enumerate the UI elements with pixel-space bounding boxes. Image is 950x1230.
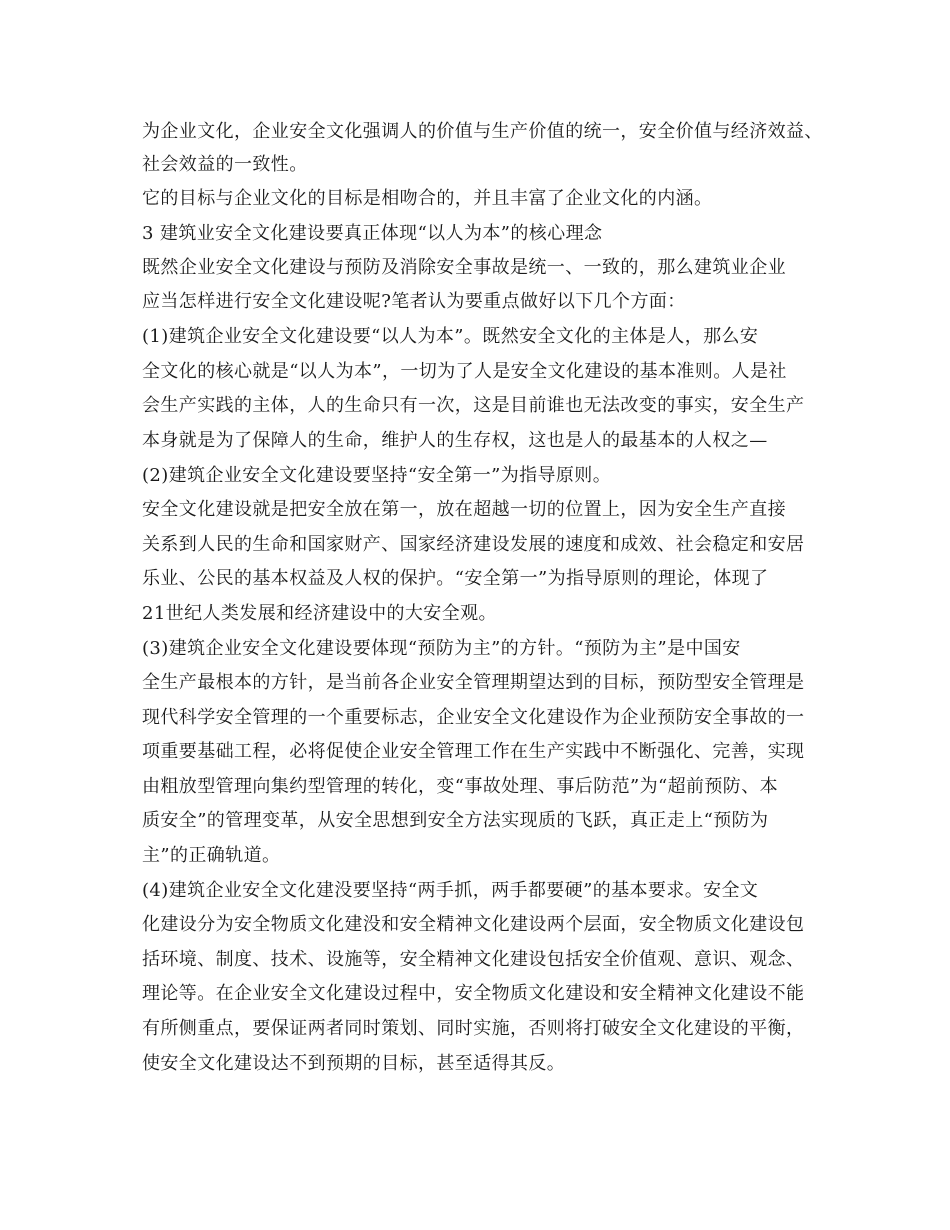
text-line: 全生产最根本的方针，是当前各企业安全管理期望达到的目标，预防型安全管理是 bbox=[142, 672, 805, 693]
text-line: 关系到人民的生命和国家财产、国家经济建设发展的速度和成效、社会稳定和安居 bbox=[142, 534, 805, 555]
text-line: (2)建筑企业安全文化建设要坚持“安全第一”为指导原则。 bbox=[142, 465, 612, 486]
text-line: 21世纪人类发展和经济建设中的大安全观。 bbox=[142, 603, 497, 624]
text-line: 为企业文化，企业安全文化强调人的价值与生产价值的统一，安全价值与经济效益、 bbox=[142, 121, 823, 142]
text-line: 社会效益的一致性。 bbox=[142, 154, 308, 175]
text-line: 质安全”的管理变革，从安全思想到安全方法实现质的飞跃，真正走上“预防为 bbox=[142, 810, 769, 831]
text-line: 由粗放型管理向集约型管理的转化，变“事故处理、事后防范”为“超前预防、本 bbox=[142, 776, 779, 797]
text-line: 它的目标与企业文化的目标是相吻合的，并且丰富了企业文化的内涵。 bbox=[142, 188, 713, 209]
text-line: 有所侧重点，要保证两者同时策划、同时实施，否则将打破安全文化建设的平衡， bbox=[142, 1018, 805, 1039]
text-line: 既然企业安全文化建设与预防及消除安全事故是统一、一致的，那么建筑业企业 bbox=[142, 257, 786, 278]
text-line: 全文化的核心就是“以人为本”，一切为了人是安全文化建设的基本准则。人是社 bbox=[142, 361, 787, 382]
section-heading: 3 建筑业安全文化建设要真正体现“以人为本”的核心理念 bbox=[142, 223, 603, 244]
text-line: 括环境、制度、技术、设施等，安全精神文化建设包括安全价值观、意识、观念、 bbox=[142, 949, 805, 970]
text-line: 理论等。在企业安全文化建设过程中，安全物质文化建设和安全精神文化建设不能 bbox=[142, 983, 805, 1004]
text-line: 项重要基础工程，必将促使企业安全管理工作在生产实践中不断强化、完善，实现 bbox=[142, 741, 805, 762]
text-line: 应当怎样进行安全文化建设呢?笔者认为要重点做好以下几个方面： bbox=[142, 291, 686, 312]
text-line: 本身就是为了保障人的生命，维护人的生存权，这也是人的最基本的人权之— bbox=[142, 430, 768, 451]
text-line: 主”的正确轨道。 bbox=[142, 845, 281, 866]
text-line: 安全文化建设就是把安全放在第一，放在超越一切的位置上，因为安全生产直接 bbox=[142, 499, 786, 520]
text-line: (4)建筑企业安全文化建没要坚持“两手抓，两手都要硬”的基本要求。安全文 bbox=[142, 880, 759, 901]
text-line: 现代科学安全管理的一个重要标志，企业安全文化建设作为企业预防安全事故的一 bbox=[142, 707, 805, 728]
text-line: (1)建筑企业安全文化建设要“以人为本”。既然安全文化的主体是人，那么安 bbox=[142, 326, 759, 347]
text-line: 使安全文化建设达不到预期的目标，甚至适得其反。 bbox=[142, 1053, 566, 1074]
text-line: 乐业、公民的基本权益及人权的保护。“安全第一”为指导原则的理论，体现了 bbox=[142, 568, 769, 589]
text-line: 化建设分为安全物质文化建没和安全精神文化建设两个层面，安全物质文化建设包 bbox=[142, 914, 805, 935]
text-line: 会生产实践的主体，人的生命只有一次，这是目前谁也无法改变的事实，安全生产 bbox=[142, 395, 805, 416]
text-line: (3)建筑企业安全文化建设要体现“预防为主”的方针。“预防为主”是中国安 bbox=[142, 638, 741, 659]
